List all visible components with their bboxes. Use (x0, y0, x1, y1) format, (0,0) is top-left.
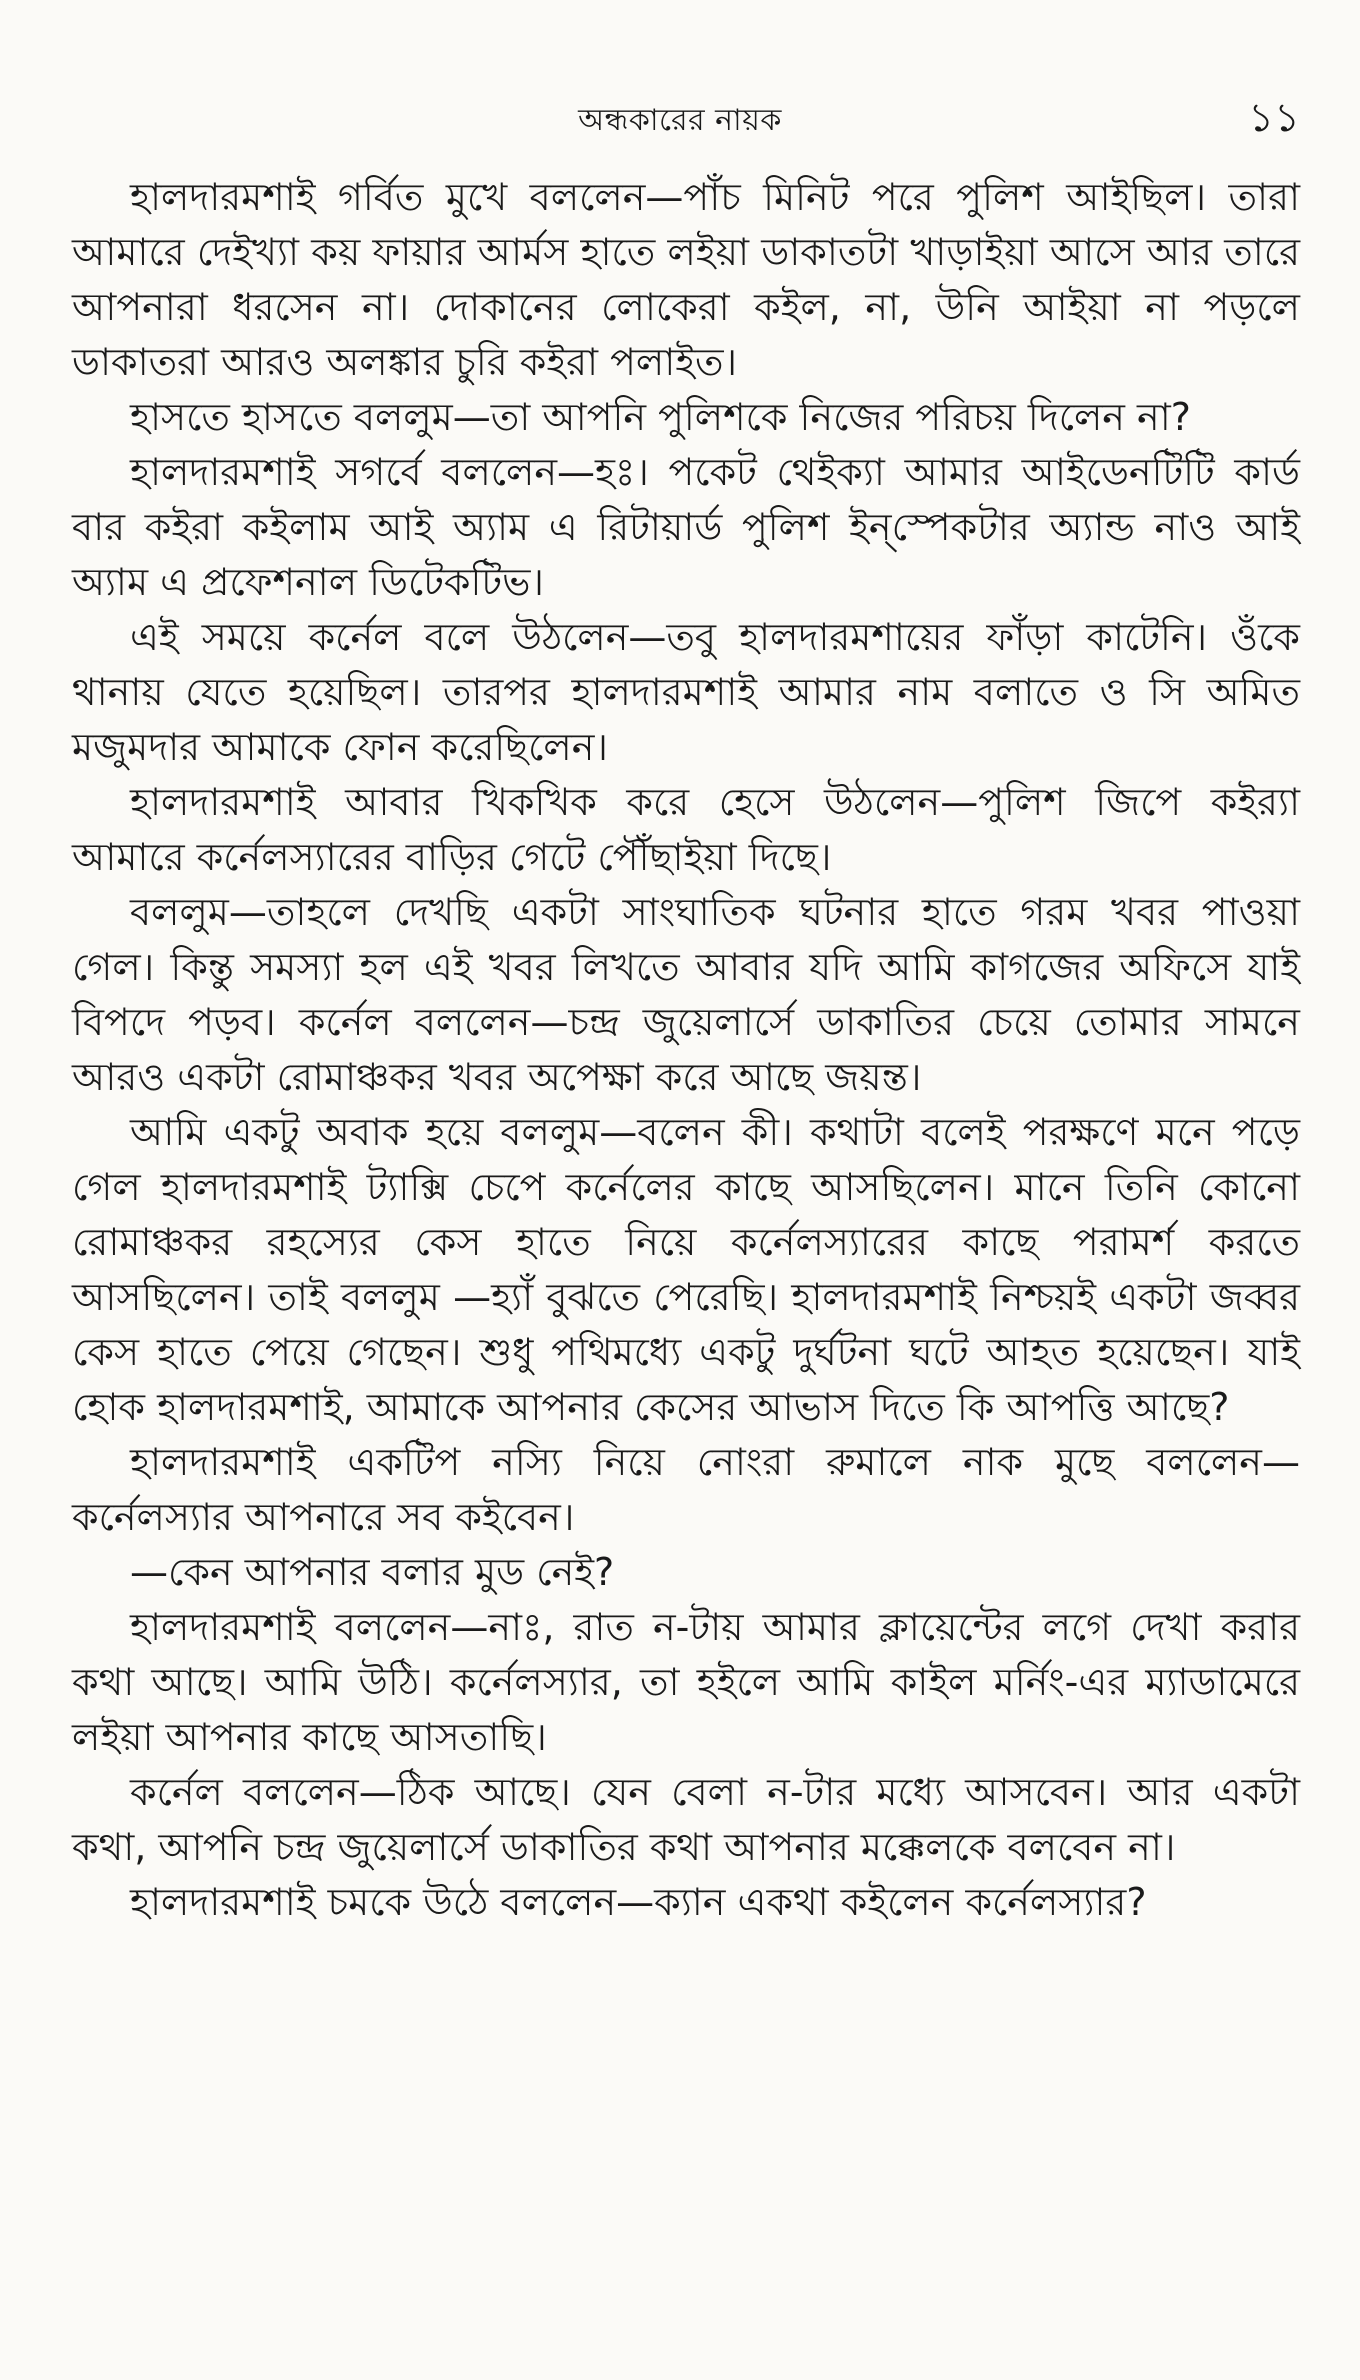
paragraph: হালদারমশাই চমকে উঠে বললেন—ক্যান একথা কইলেন কর্নেলস্যার? (130, 1880, 1147, 1924)
paragraph: হালদারমশাই সগর্বে বললেন—হঃ। পকেট থেইক্যা আমার আইডেনটিটি কার্ড বার কইরা কইলাম আই অ্যাম এ রিটায়ার্ড পুলিশ ইন্‌স্পেকটার অ্যান্ড নাও আই অ্যাম এ প্রফেশনাল ডিটেকটিভ। (72, 450, 1300, 604)
paragraph: বললুম—তাহলে দেখছি একটা সাংঘাতিক ঘটনার হাতে গরম খবর পাওয়া গেল। কিন্তু সমস্যা হল এই খবর লিখতে আবার যদি আমি কাগজের অফিসে যাই বিপদে পড়ব। কর্নেল বললেন—চন্দ্র জুয়েলার্সে ডাকাতির চেয়ে তোমার সামনে আরও একটা রোমাঞ্চকর খবর অপেক্ষা করে আছে জয়ন্ত। (72, 890, 1300, 1099)
body-text (72, 170, 1300, 1930)
page-number: ১১ (1248, 95, 1300, 141)
paragraph: কর্নেল বললেন—ঠিক আছে। যেন বেলা ন-টার মধ্যে আসবেন। আর একটা কথা, আপনি চন্দ্র জুয়েলার্সে ডাকাতির কথা আপনার মক্কেলকে বলবেন না। (72, 1770, 1300, 1869)
paragraph: হালদারমশাই গর্বিত মুখে বললেন—পাঁচ মিনিট পরে পুলিশ আইছিল। তারা আমারে দেইখ্যা কয় ফায়ার আর্মস হাতে লইয়া ডাকাতটা খাড়াইয়া আসে আর তারে আপনারা ধরসেন না। দোকানের লোকেরা কইল, না, উনি আইয়া না পড়লে ডাকাতরা আরও অলঙ্কার চুরি কইরা পলাইত। (72, 175, 1300, 384)
paragraph: হাসতে হাসতে বললুম—তা আপনি পুলিশকে নিজের পরিচয় দিলেন না? (130, 395, 1191, 439)
paragraph: হালদারমশাই আবার খিকখিক করে হেসে উঠলেন—পুলিশ জিপে কইর‍্যা আমারে কর্নেলস্যারের বাড়ির গেটে পৌঁছাইয়া দিছে। (72, 780, 1300, 879)
paragraph: এই সময়ে কর্নেল বলে উঠলেন—তবু হালদারমশায়ের ফাঁড়া কাটেনি। ওঁকে থানায় যেতে হয়েছিল। তারপর হালদারমশাই আমার নাম বলাতে ও সি অমিত মজুমদার আমাকে ফোন করেছিলেন। (72, 615, 1300, 769)
running-title: অন্ধকারের নায়ক (578, 103, 782, 138)
paragraph: হালদারমশাই একটিপ নস্যি নিয়ে নোংরা রুমালে নাক মুছে বললেন—কর্নেলস্যার আপনারে সব কইবেন। (72, 1440, 1300, 1539)
paragraph: আমি একটু অবাক হয়ে বললুম—বলেন কী। কথাটা বলেই পরক্ষণে মনে পড়ে গেল হালদারমশাই ট্যাক্সি চেপে কর্নেলের কাছে আসছিলেন। মানে তিনি কোনো রোমাঞ্চকর রহস্যের কেস হাতে নিয়ে কর্নেলস্যারের কাছে পরামর্শ করতে আসছিলেন। তাই বললুম —হ্যাঁ বুঝতে পেরেছি। হালদারমশাই নিশ্চয়ই একটা জব্বর কেস হাতে পেয়ে গেছেন। শুধু পথিমধ্যে একটু দুর্ঘটনা ঘটে আহত হয়েছেন। যাই হোক হালদারমশাই, আমাকে আপনার কেসের আভাস দিতে কি আপত্তি আছে? (72, 1110, 1300, 1429)
dialogue-line: —কেন আপনার বলার মুড নেই? (130, 1550, 615, 1594)
paragraph: হালদারমশাই বললেন—নাঃ, রাত ন-টায় আমার ক্লায়েন্টের লগে দেখা করার কথা আছে। আমি উঠি। কর্নেলস্যার, তা হইলে আমি কাইল মর্নিং-এর ম্যাডামেরে লইয়া আপনার কাছে আসতাছি। (72, 1605, 1300, 1759)
